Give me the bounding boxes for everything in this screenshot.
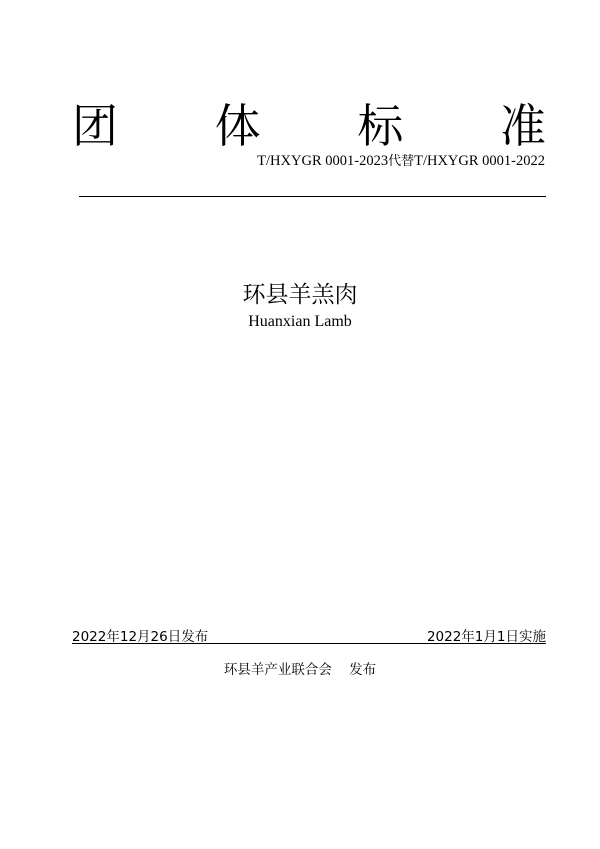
document-title-en: Huanxian Lamb: [248, 313, 352, 330]
effective-date: 2022年1月1日实施: [426, 629, 546, 645]
standard-code-line: [257, 150, 545, 170]
heading-char-3: 标: [357, 99, 404, 153]
standard-type-heading: [72, 96, 546, 156]
date-row: [72, 625, 546, 645]
top-divider: [79, 196, 546, 197]
publisher-name: 环县羊产业联合会: [223, 662, 332, 678]
replaced-code: T/HXYGR 0001-2022: [414, 153, 545, 169]
heading-char-1: 团: [72, 99, 118, 153]
bottom-divider: [72, 643, 546, 644]
document-title-cn: 环县羊羔肉: [242, 282, 358, 308]
publish-word: 发布: [349, 662, 377, 678]
publisher-line: [0, 658, 600, 678]
replaces-word: 代替: [388, 154, 415, 169]
heading-char-2: 体: [214, 99, 261, 153]
standard-code: T/HXYGR 0001-2023: [257, 153, 389, 169]
heading-char-4: 准: [499, 99, 546, 153]
issue-date: 2022年12月26日发布: [72, 629, 209, 645]
